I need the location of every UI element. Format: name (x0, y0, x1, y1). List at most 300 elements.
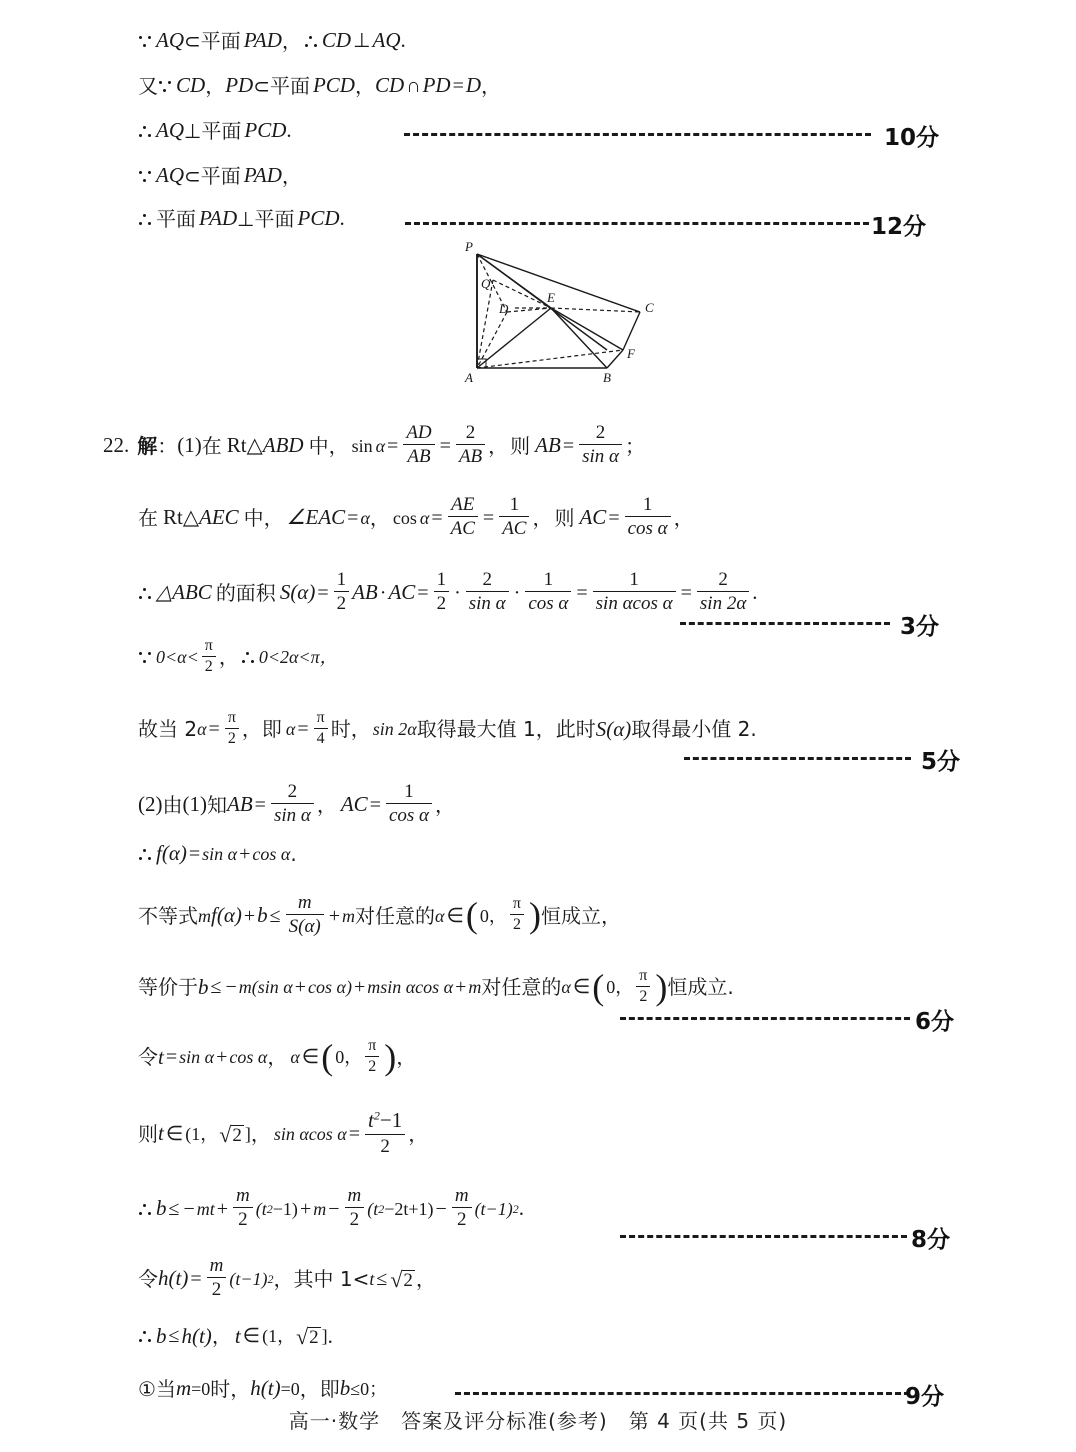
group-2: (t (367, 1198, 379, 1219)
var-b-2: b (198, 974, 209, 999)
frac-den: sin α (273, 805, 311, 827)
interval-open-3: ( (321, 1036, 334, 1077)
interval-open-2: ( (592, 966, 605, 1007)
ling-label-2: 令 (138, 1266, 158, 1291)
s-argument: (α) (290, 580, 316, 605)
s-argument-2: (α) (606, 716, 632, 741)
q22-line-14-bleh (138, 1325, 333, 1347)
score-8: 8分 (911, 1227, 951, 1253)
interval-content-1 (478, 896, 529, 935)
fraction-pi-2-2 (225, 709, 239, 748)
comma-2: ， (205, 73, 226, 98)
ling-label-1: 令 (138, 1045, 158, 1070)
alpha-8: α (290, 1047, 300, 1068)
h-body: (t−1) (229, 1268, 268, 1289)
sin-2alpha: sin 2α (372, 719, 417, 740)
shi-text: 时 (330, 717, 351, 742)
frac-den: AC (502, 518, 527, 540)
h-function-3: h (250, 1376, 261, 1400)
frac-num: 1 (629, 569, 639, 590)
term-aq: AQ (156, 28, 184, 52)
frac-num: π (316, 709, 325, 726)
group-2-rest: −2t+1) (384, 1198, 434, 1219)
leq-1: ≤ (269, 904, 281, 927)
frac-num: 2 (482, 569, 492, 590)
frac-num: π (227, 709, 236, 726)
frac-num: π (368, 1037, 377, 1054)
term-ab-2: AB (352, 580, 378, 605)
you-text: 又 (138, 73, 158, 98)
term-cd: CD (321, 28, 352, 52)
comma-1: ， (281, 28, 302, 53)
equals-17: = (188, 842, 201, 865)
element-of-5: ∈ (242, 1325, 261, 1347)
frac-den: sin αcos α (595, 593, 673, 615)
frac-den: sin α (582, 446, 619, 468)
therefore-symbol-3 (138, 211, 154, 227)
fraction-m-2-2 (345, 1185, 365, 1231)
fraction-pi-2-4 (636, 967, 650, 1006)
term-pad-3: PAD (199, 206, 238, 230)
frac-num: m (347, 1185, 362, 1206)
q22-line-8-inequality (138, 893, 621, 939)
fraction-m-2-3 (452, 1185, 472, 1231)
multiply-dot-2: · (454, 581, 461, 604)
cos-alpha-1: cos α (252, 843, 291, 864)
f-argument-2: (α) (216, 903, 242, 928)
perp-plane-text-2: ⊥平面 (237, 206, 295, 231)
score-12: 12分 (871, 214, 927, 240)
proof-line-2 (138, 75, 501, 96)
frac-den: cos α (627, 518, 668, 540)
q22-line-9-equivalent (138, 968, 734, 1007)
fraction-2-sina (579, 422, 622, 468)
equals-3: = (439, 434, 451, 457)
var-t-4: t (234, 1323, 241, 1348)
rt-triangle-1: Rt△ (226, 433, 263, 458)
for-any-text-2: 对任意的 (481, 975, 562, 1000)
plus-4: + (294, 976, 306, 999)
frac-den: AB (407, 446, 431, 468)
fraction-half-2 (434, 569, 450, 615)
score-9: 9分 (905, 1384, 945, 1410)
comma-9: ， (369, 505, 390, 530)
for-any-text-1: 对任意的 (355, 903, 436, 928)
f-function-2: f (211, 903, 217, 928)
leq-2: ≤ (210, 976, 222, 999)
qizhong-text: ，其中 1< (273, 1266, 370, 1291)
interval-open-1: ( (465, 894, 478, 935)
multiply-dot-3: · (513, 581, 521, 604)
geometry-figure (455, 240, 685, 390)
period-7: . (327, 1323, 333, 1348)
comma-15: ， (435, 792, 456, 817)
plus-6: + (455, 976, 467, 999)
sqrt-2-1: √ 2 (219, 1121, 242, 1147)
equals-8: = (608, 506, 620, 529)
equals-10: = (417, 581, 429, 604)
therefore-symbol-8 (138, 1328, 154, 1344)
equals-15: = (254, 793, 266, 816)
frac-num: m (209, 1255, 224, 1276)
multiply-dot-1: · (379, 581, 387, 604)
cos-alpha-2: cos α) (308, 977, 352, 998)
dang-text: 当 (155, 1376, 176, 1401)
h-body-exponent: 2 (267, 1271, 274, 1286)
term-pd: PD (225, 73, 254, 97)
fraction-1-cosa-3 (386, 781, 432, 827)
comma-10: ， (532, 505, 553, 530)
zai-2: 在 (138, 505, 158, 530)
frac-num: m (297, 892, 312, 913)
fraction-m-2-1 (233, 1185, 253, 1231)
frac-den: 2 (349, 1209, 360, 1231)
frac-den: 2 (211, 1279, 222, 1301)
frac-den: 2 (512, 916, 521, 934)
term-pcd-2: PCD (244, 118, 287, 142)
jie-text: ，即 (299, 1376, 340, 1401)
frac-den: 2 (380, 1135, 390, 1157)
alpha-7: α (561, 977, 571, 998)
leader-dashes-6 (620, 1017, 910, 1020)
comma-17: ， (396, 1045, 417, 1070)
var-t-1: t (158, 1044, 164, 1069)
leq-5: ≤ (168, 1325, 180, 1347)
f-argument: (α) (161, 841, 187, 865)
frac-den: cos α (388, 805, 430, 827)
frac-den: 2 (238, 1209, 248, 1231)
frac-den: 4 (316, 729, 325, 747)
alpha-2: α (360, 507, 370, 528)
q22-line-7-falpha (138, 843, 297, 864)
score-10: 10分 (884, 125, 940, 151)
comma-8: ， (263, 505, 284, 530)
frac-num: π (204, 637, 213, 654)
ze-2: 则 (554, 505, 575, 530)
fraction-1-cosa-2 (525, 569, 571, 615)
alpha-3: α (419, 507, 430, 528)
jishi-text: ，即 (241, 717, 282, 742)
frac-num: 2 (718, 569, 728, 590)
therefore-symbol-1 (304, 33, 320, 49)
frac-num: 1 (543, 569, 554, 590)
var-m-1: m (198, 905, 211, 926)
equals-19: = (348, 1122, 361, 1145)
alpha-4: α (197, 719, 207, 740)
period-5: . (290, 841, 297, 866)
group-3-exponent: 2 (512, 1201, 519, 1216)
figure-label-C: C (645, 300, 654, 315)
element-of-1: ∈ (446, 904, 464, 927)
fraction-1-cosa (625, 494, 671, 540)
interval-lower-2: 0， (606, 977, 634, 998)
equals-20: = (190, 1267, 202, 1290)
var-m-5: m (468, 977, 482, 998)
minus-4: − (435, 1197, 447, 1220)
var-m-7: m (175, 1376, 192, 1400)
var-b-3: b (156, 1196, 167, 1221)
proof-line-5 (138, 208, 345, 229)
period-2: . (286, 118, 292, 142)
sinacosa-1: sin αcos α (380, 977, 454, 998)
sin-1: sin (351, 435, 373, 456)
term-d: D (465, 73, 482, 97)
fraction-pi-2-1 (202, 637, 216, 676)
term-pd-2: PD (422, 73, 451, 97)
area-text: 的面积 (215, 580, 276, 605)
interval-lower-1: 0， (479, 905, 507, 926)
term-cd-2: CD (176, 73, 206, 97)
b-leq-zero: ≤0； (350, 1378, 388, 1399)
term-cd-3: CD (374, 73, 405, 97)
proof-line-3 (138, 120, 292, 141)
inequality-label: 不等式 (138, 903, 198, 928)
cos-alpha-3: cos α (229, 1047, 268, 1068)
group-1-exponent: 2 (266, 1201, 273, 1216)
term-pcd: PCD (312, 73, 355, 97)
proof-line-4 (138, 165, 302, 186)
period-4: . (752, 580, 758, 605)
ref-part-1: (1) (182, 792, 207, 817)
frac-num: π (512, 895, 521, 913)
leader-dashes-5 (684, 757, 911, 760)
var-b-5: b (339, 1376, 351, 1400)
minus-1: − (225, 976, 237, 999)
because-symbol-2 (158, 78, 174, 94)
m-equals-zero: =0 (191, 1378, 211, 1399)
leader-dashes-9 (455, 1392, 910, 1395)
var-b-1: b (257, 903, 268, 928)
t-interval-bracket-2: ] (321, 1326, 328, 1346)
plus-1: + (239, 842, 251, 865)
t-interval-lower: (1， (185, 1123, 219, 1144)
t-interval-bracket: ] (244, 1123, 251, 1144)
fraction-m-2-4 (207, 1255, 227, 1301)
fraction-half-1 (334, 569, 350, 615)
always-holds-2: 恒成立. (667, 975, 734, 1000)
element-of-4: ∈ (165, 1122, 184, 1145)
jie-label: 解 (137, 433, 158, 458)
h-function-2: h (181, 1323, 192, 1348)
zhong-2: 中 (243, 505, 264, 530)
comma-11: ， (673, 505, 694, 530)
frac-num: AD (406, 422, 432, 443)
question-number-22: 22. (103, 433, 130, 458)
frac-den: AC (450, 518, 475, 540)
sqrt-radicand: 2 (309, 1327, 319, 1348)
figure-label-P: P (465, 240, 473, 254)
frac-den: 2 (336, 593, 347, 615)
equals-14: = (297, 718, 309, 741)
term-pad-2: PAD (243, 163, 282, 187)
frac-num (365, 1109, 405, 1133)
ze-3: 则 (138, 1121, 158, 1146)
equals-12: = (680, 581, 692, 604)
fraction-2-sina-2 (466, 569, 509, 615)
interval-lower-3: 0， (335, 1047, 363, 1068)
num-rest: −1 (379, 1108, 403, 1132)
alpha-6: α (435, 905, 445, 926)
term-pad: PAD (243, 28, 282, 52)
rt-triangle-2: Rt△ (163, 505, 199, 530)
leq-4: ≤ (376, 1267, 388, 1290)
var-m-2: m (342, 905, 356, 926)
var-t-3: t (369, 1268, 375, 1289)
plus-5: + (353, 976, 366, 999)
alpha-5: α (285, 719, 296, 740)
frac-num: 2 (595, 422, 606, 443)
frac-den: S(α) (288, 916, 321, 938)
intersection-symbol: ∩ (406, 74, 421, 97)
s-function-2: S (595, 716, 607, 741)
q22-line-2 (138, 495, 694, 541)
frac-den: 2 (227, 729, 236, 747)
var-b-4: b (156, 1323, 167, 1348)
sqrt-2-3: √ 2 (296, 1324, 319, 1349)
fraction-ad-ab (403, 422, 434, 468)
minus-2: − (183, 1197, 195, 1220)
comma-20: ， (415, 1266, 436, 1291)
case-marker-1: ① (138, 1376, 156, 1401)
geometry-svg (455, 240, 685, 390)
interval-close-3: ) (384, 1036, 397, 1077)
frac-den: cos α (528, 593, 569, 615)
comma-18: ， (250, 1121, 271, 1146)
q22-line-13-ht (138, 1256, 436, 1302)
fraction-pi-4 (314, 709, 328, 748)
part-1-tag: (1) (177, 433, 202, 458)
group-1: (t (255, 1198, 267, 1219)
because-symbol-3 (138, 168, 154, 184)
guadang-text: 故当 2 (138, 717, 198, 742)
page-footer: 高一·数学 答案及评分标准(参考) 第 4 页(共 5 页) (288, 1409, 788, 1433)
leader-dashes-12 (405, 222, 869, 225)
frac-den: sin 2α (699, 593, 747, 615)
h-argument-1: (t) (168, 1266, 189, 1291)
comma-7: ， (488, 433, 509, 458)
range-lhs: 0<α< (156, 647, 199, 668)
interval-close-2: ) (655, 966, 668, 1007)
comma-6: ， (328, 433, 349, 458)
zhong-1: 中 (308, 433, 329, 458)
var-t-2: t (158, 1121, 164, 1146)
always-holds-1: 恒成立， (541, 903, 621, 928)
q22-line-15-case1 (138, 1378, 387, 1399)
frac-num: m (236, 1185, 250, 1206)
fraction-2-ab (456, 422, 485, 468)
frac-den: 2 (639, 987, 648, 1005)
plus-8: + (216, 1197, 229, 1220)
sinacosa-2: sin αcos α (273, 1123, 347, 1144)
score-3: 3分 (900, 614, 940, 640)
plus-7: + (216, 1046, 228, 1069)
leader-dashes-8 (620, 1235, 907, 1238)
s-function: S (279, 580, 291, 605)
comma-19: ， (408, 1121, 429, 1146)
f-function: f (156, 841, 162, 865)
fraction-ae-ac (448, 494, 478, 540)
because-symbol (138, 33, 154, 49)
equals-1: = (452, 74, 464, 97)
frac-num: 2 (287, 781, 298, 802)
h-argument-2: (t) (191, 1323, 212, 1348)
frac-num: m (454, 1185, 469, 1206)
perp-symbol-1: ⊥ (353, 29, 371, 52)
q22-line-4-range (138, 638, 338, 677)
fraction-pi-2-5 (365, 1037, 379, 1076)
figure-label-A: A (465, 370, 473, 385)
sqrt-2-2: √ 2 (390, 1266, 413, 1292)
alpha-1: α (375, 435, 386, 456)
sin-alpha-3: sin α (179, 1047, 215, 1068)
comma-5: ， (281, 163, 302, 188)
term-ac: AC (579, 505, 607, 530)
fraction-2-sina-3 (271, 781, 314, 827)
var-m-3: m (238, 977, 252, 998)
var-m-6: m (313, 1198, 327, 1219)
frac-num: 1 (642, 494, 653, 515)
figure-label-E: E (547, 290, 555, 305)
sin-alpha-2: (sin α (251, 977, 293, 998)
sqrt-radicand: 2 (403, 1269, 413, 1291)
q22-line-6-part2 (138, 782, 455, 828)
equals-6: = (431, 506, 443, 529)
frac-num: 1 (336, 569, 347, 590)
subset-plane-text: ⊂平面 (184, 28, 241, 53)
q22-line-10-substitution (138, 1038, 416, 1077)
plus-9: + (299, 1197, 312, 1220)
frac-den: 2 (456, 1209, 467, 1231)
comma-3: ， (354, 73, 375, 98)
term-ab: AB (535, 433, 561, 458)
range-rhs: 0<2α<π， (258, 647, 338, 668)
term-aq-3: AQ (156, 118, 184, 142)
frac-den: 2 (436, 593, 447, 615)
var-m-4: m (367, 977, 381, 998)
zhi-text: 知 (207, 792, 227, 817)
num-t: t (368, 1108, 374, 1132)
score-6: 6分 (915, 1009, 955, 1035)
comma-13: ， (350, 717, 371, 742)
interval-close-1: ) (529, 894, 541, 935)
comma-4: ， (481, 73, 502, 98)
q22-line-3-area (138, 570, 758, 616)
element-of-3: ∈ (301, 1046, 320, 1069)
score-5: 5分 (921, 749, 961, 775)
equals-13: = (208, 718, 220, 741)
frac-den: 2 (368, 1057, 377, 1075)
comma-16: ， (267, 1045, 288, 1070)
q22-line-12-expansion (138, 1186, 524, 1232)
frac-num: AE (451, 494, 475, 515)
subset-plane-text-2: ⊂平面 (253, 73, 310, 98)
num-exponent: 2 (373, 1108, 380, 1123)
term-ac-2: AC (388, 580, 416, 605)
term-mt: mt (196, 1198, 215, 1219)
term-pcd-3: PCD (297, 206, 340, 230)
sin-alpha-1: sin α (202, 843, 238, 864)
triangle-abc: △ABC (156, 580, 212, 605)
t-interval-lower-2: (1， (262, 1326, 296, 1346)
subset-plane-text-3: ⊂平面 (184, 163, 241, 188)
fraction-m-salpha (286, 892, 324, 938)
plus-2: + (243, 904, 256, 927)
comma-12: ， (218, 645, 239, 670)
leq-3: ≤ (168, 1197, 180, 1220)
frac-num: 2 (465, 422, 476, 443)
leader-dashes-10 (404, 133, 871, 136)
h-equals-zero: =0 (280, 1378, 300, 1399)
